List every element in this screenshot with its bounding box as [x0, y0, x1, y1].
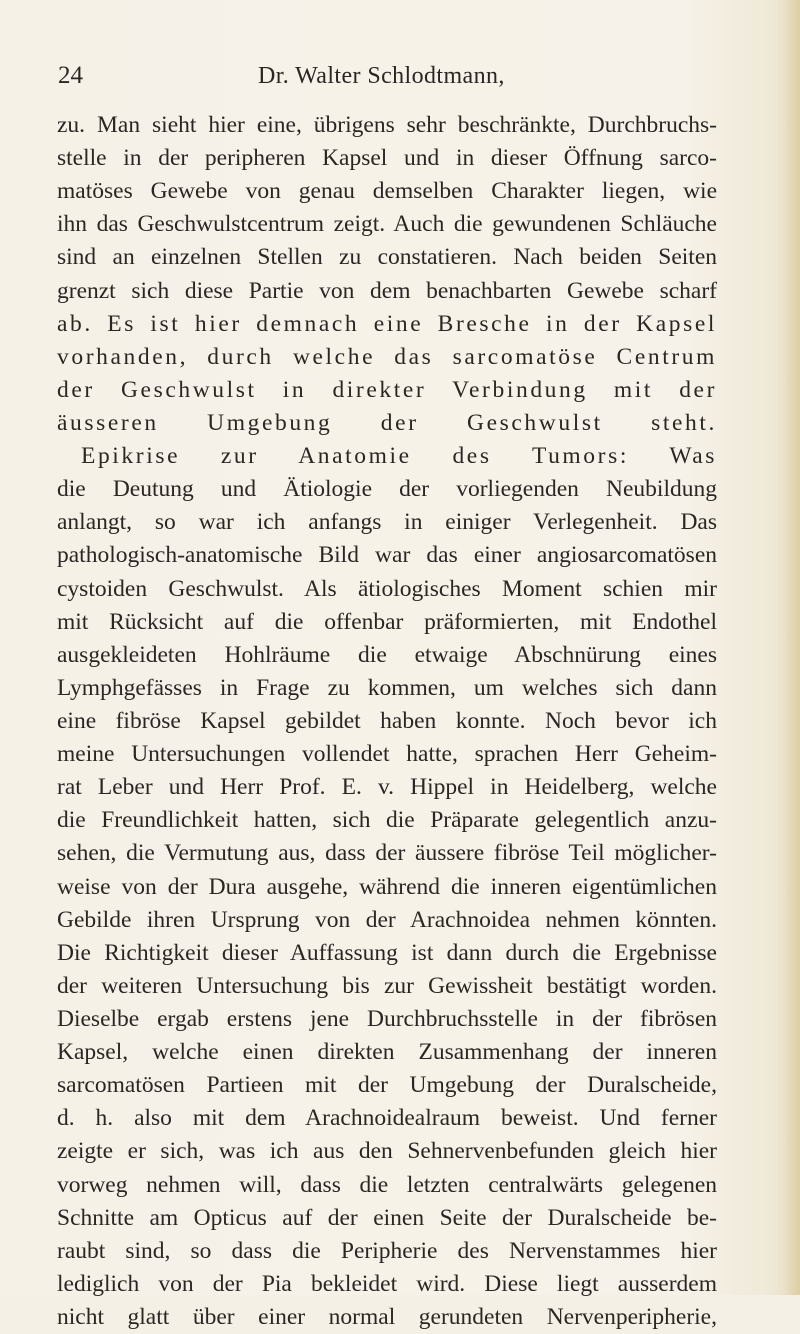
text-line: stelle in der peripheren Kapsel und in dieser Öffnung sarco-	[57, 145, 717, 172]
text-line: vorweg nehmen will, dass die letzten centralwärts gelegenen	[57, 1171, 717, 1198]
text-line: cystoiden Geschwulst. Als ätiologisches Moment schien mir	[57, 575, 717, 602]
text-line: der weiteren Untersuchung bis zur Gewissheit bestätigt worden.	[57, 972, 717, 999]
text-line: pathologisch-anatomische Bild war das einer angiosarcomatösen	[57, 542, 717, 569]
page-edge-shading	[782, 0, 800, 1295]
text-line: mit Rücksicht auf die offenbar präformierten, mit Endothel	[57, 608, 717, 635]
running-head: Dr. Walter Schlodtmann,	[258, 63, 505, 89]
body-text	[57, 109, 717, 1334]
text-line: lediglich von der Pia bekleidet wird. Diese liegt ausserdem	[57, 1270, 717, 1297]
text-line: weise von der Dura ausgehe, während die inneren eigentümlichen	[57, 873, 717, 900]
text-line: Dieselbe ergab erstens jene Durchbruchsstelle in der fibrösen	[57, 1005, 717, 1032]
section-heading-line: Epikrise zur Anatomie des Tumors: Was	[81, 443, 717, 470]
page-number: 24	[58, 62, 83, 89]
text-line: raubt sind, so dass die Peripherie des Nervenstammes hier	[57, 1237, 717, 1264]
text-line: sehen, die Vermutung aus, dass der äussere fibröse Teil möglicher-	[57, 840, 717, 867]
text-line: die Deutung und Ätiologie der vorliegenden Neubildung	[57, 476, 717, 503]
text-line: rat Leber und Herr Prof. E. v. Hippel in Heidelberg, welche	[57, 774, 717, 801]
text-line: matöses Gewebe von genau demselben Charakter liegen, wie	[57, 178, 717, 205]
emphasized-line: der Geschwulst in direkter Verbindung mit der	[57, 376, 717, 403]
text-line: meine Untersuchungen vollendet hatte, sprachen Herr Geheim-	[57, 741, 717, 768]
text-line: ihn das Geschwulstcentrum zeigt. Auch die gewundenen Schläuche	[57, 211, 717, 238]
text-line: zeigte er sich, was ich aus den Sehnervenbefunden gleich hier	[57, 1138, 717, 1165]
text-line: zu. Man sieht hier eine, übrigens sehr beschränkte, Durchbruchs-	[57, 112, 717, 138]
text-line: Schnitte am Opticus auf der einen Seite der Duralscheide be-	[57, 1204, 717, 1231]
emphasized-line: äusseren Umgebung der Geschwulst steht.	[57, 409, 717, 436]
text-line: eine fibröse Kapsel gebildet haben konnte. Noch bevor ich	[57, 707, 717, 734]
text-line: sarcomatösen Partieen mit der Umgebung der Duralscheide,	[57, 1072, 717, 1099]
text-line: Gebilde ihren Ursprung von der Arachnoidea nehmen könnten.	[57, 906, 717, 933]
text-line: die Freundlichkeit hatten, sich die Präparate gelegentlich anzu-	[57, 807, 717, 834]
page-header	[58, 60, 708, 92]
text-line: d. h. also mit dem Arachnoidealraum beweist. Und ferner	[57, 1105, 717, 1132]
text-line: Lymphgefässes in Frage zu kommen, um welches sich dann	[57, 674, 717, 701]
text-line: ausgekleideten Hohlräume die etwaige Abschnürung eines	[57, 641, 717, 668]
text-line: Die Richtigkeit dieser Auffassung ist dann durch die Ergebnisse	[57, 939, 717, 966]
text-line: nicht glatt über einer normal gerundeten Nervenperipherie,	[57, 1303, 717, 1330]
emphasized-line: vorhanden, durch welche das sarcomatöse Centrum	[57, 343, 717, 370]
text-line: sind an einzelnen Stellen zu constatieren. Nach beiden Seiten	[57, 244, 717, 271]
text-line: anlangt, so war ich anfangs in einiger Verlegenheit. Das	[57, 509, 717, 536]
text-line: Kapsel, welche einen direkten Zusammenhang der inneren	[57, 1039, 717, 1066]
text-line: grenzt sich diese Partie von dem benachbarten Gewebe scharf	[57, 277, 717, 304]
emphasized-line: ab. Es ist hier demnach eine Bresche in der Kapsel	[57, 310, 717, 337]
